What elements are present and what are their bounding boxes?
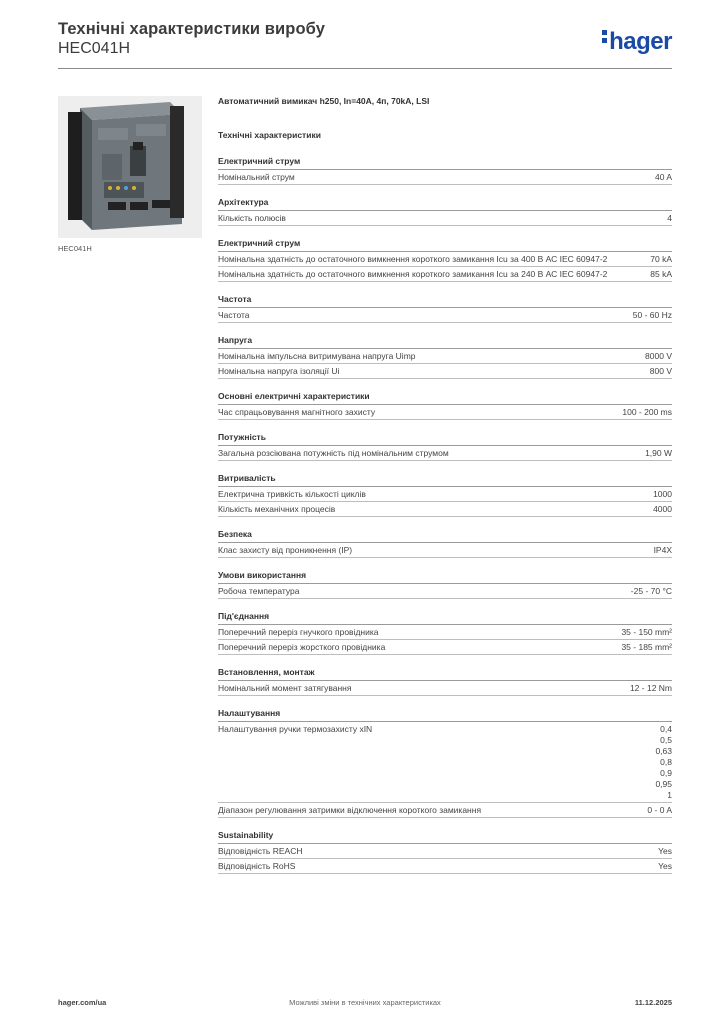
logo-text: hager	[609, 28, 672, 55]
section-title: Sustainability	[218, 830, 672, 844]
section-title: Витривалість	[218, 473, 672, 487]
spec-value: 1,90 W	[645, 447, 672, 458]
section-title: Умови використання	[218, 570, 672, 584]
spec-row	[218, 844, 672, 859]
spec-label: Номінальна напруга ізоляції Ui	[218, 365, 340, 376]
spec-section	[218, 294, 672, 323]
spec-label: Номінальний момент затягування	[218, 682, 352, 693]
spec-label: Кількість механічних процесів	[218, 503, 336, 514]
spec-label: Відповідність REACH	[218, 845, 303, 856]
spec-section	[218, 708, 672, 818]
spec-value: 100 - 200 ms	[622, 406, 672, 417]
spec-heading: Технічні характеристики	[218, 130, 321, 140]
spec-section	[218, 667, 672, 696]
spec-label: Діапазон регулювання затримки відключення короткого замикання	[218, 804, 482, 815]
spec-value: 85 kA	[650, 268, 672, 279]
header-divider	[58, 68, 672, 69]
spec-section	[218, 570, 672, 599]
spec-row	[218, 267, 672, 282]
spec-row	[218, 252, 672, 267]
spec-row	[218, 640, 672, 655]
spec-value-option: 0,4	[660, 723, 672, 734]
spec-content	[218, 96, 672, 874]
spec-value: Yes	[658, 845, 672, 856]
spec-value-option: 0,8	[660, 756, 672, 767]
spec-value: 800 V	[649, 365, 672, 376]
spec-row	[218, 584, 672, 599]
spec-row	[218, 803, 672, 818]
spec-label: Номінальна здатність до остаточного вимкнення короткого замикання Icu за 240 В АС IEC 60947-2	[218, 268, 608, 279]
spec-label: Номінальний струм	[218, 171, 295, 182]
spec-value: 12 - 12 Nm	[629, 682, 672, 693]
product-image	[58, 96, 202, 238]
spec-label: Електрична тривкість кількості циклів	[218, 488, 366, 499]
spec-value: 35 - 185 mm²	[621, 641, 672, 652]
section-title: Електричний струм	[218, 238, 672, 252]
spec-section	[218, 238, 672, 282]
section-title: Частота	[218, 294, 672, 308]
spec-value: 50 - 60 Hz	[632, 309, 672, 320]
spec-label: Клас захисту від проникнення (IP)	[218, 544, 353, 555]
section-title: Під'єднання	[218, 611, 672, 625]
product-code: HEC041H	[58, 40, 131, 57]
spec-label: Поперечний переріз гнучкого провідника	[218, 626, 379, 637]
spec-value: 35 - 150 mm²	[621, 626, 672, 637]
footer-website[interactable]: hager.com/ua	[58, 998, 107, 1007]
spec-row	[218, 681, 672, 696]
spec-value-option: 0,63	[655, 745, 672, 756]
spec-label: Номінальна імпульсна витримувана напруга Uimp	[218, 350, 416, 361]
section-title: Напруга	[218, 335, 672, 349]
spec-section	[218, 391, 672, 420]
section-title: Архітектура	[218, 197, 672, 211]
spec-value-option: 0,95	[655, 778, 672, 789]
spec-section	[218, 529, 672, 558]
spec-row	[218, 722, 672, 803]
spec-row	[218, 405, 672, 420]
spec-label: Робоча температура	[218, 585, 300, 596]
section-title: Встановлення, монтаж	[218, 667, 672, 681]
spec-row	[218, 349, 672, 364]
spec-label: Номінальна здатність до остаточного вимкнення короткого замикання Icu за 400 В АС IEC 60947-2	[218, 253, 608, 264]
spec-section	[218, 335, 672, 379]
spec-row	[218, 502, 672, 517]
spec-section	[218, 473, 672, 517]
spec-row	[218, 364, 672, 379]
spec-label: Налаштування ручки термозахисту xIN	[218, 723, 373, 734]
spec-row	[218, 308, 672, 323]
spec-section	[218, 830, 672, 874]
page-title: Технічні характеристики виробу	[58, 20, 325, 38]
circuit-breaker-icon	[58, 96, 202, 238]
spec-value: Yes	[658, 860, 672, 871]
section-title: Електричний струм	[218, 156, 672, 170]
spec-label: Час спрацьовування магнітного захисту	[218, 406, 376, 417]
spec-label: Кількість полюсів	[218, 212, 286, 223]
spec-value: 70 kA	[650, 253, 672, 264]
spec-row	[218, 625, 672, 640]
spec-sections	[218, 156, 672, 874]
spec-value: 4000	[653, 503, 672, 514]
spec-row	[218, 859, 672, 874]
spec-label: Поперечний переріз жорсткого провідника	[218, 641, 386, 652]
spec-row	[218, 170, 672, 185]
logo-colon-icon	[602, 30, 607, 46]
spec-value: 0 - 0 A	[647, 804, 672, 815]
spec-section	[218, 197, 672, 226]
spec-value: -25 - 70 °C	[630, 585, 672, 596]
spec-value	[655, 724, 672, 801]
spec-section	[218, 611, 672, 655]
footer-date: 11.12.2025	[634, 998, 672, 1007]
spec-section	[218, 432, 672, 461]
spec-value-option: 0,9	[660, 767, 672, 778]
spec-value: IP4X	[653, 544, 672, 555]
spec-row	[218, 446, 672, 461]
spec-row	[218, 487, 672, 502]
page-header	[58, 20, 672, 70]
spec-value-option: 1	[667, 789, 672, 800]
spec-label: Загальна розсіювана потужність під номінальним струмом	[218, 447, 449, 458]
product-name: Автоматичний вимикач h250, In=40A, 4п, 70kA, LSI	[218, 96, 430, 106]
section-title: Основні електричні характеристики	[218, 391, 672, 405]
spec-label: Частота	[218, 309, 250, 320]
section-title: Безпека	[218, 529, 672, 543]
spec-value: 4	[667, 212, 672, 223]
spec-row	[218, 543, 672, 558]
spec-value: 1000	[653, 488, 672, 499]
spec-value-option: 0,5	[660, 734, 672, 745]
footer-note: Можливі зміни в технічних характеристиках	[289, 998, 441, 1007]
hager-logo	[602, 28, 672, 56]
spec-row	[218, 211, 672, 226]
spec-label: Відповідність RoHS	[218, 860, 296, 871]
spec-value: 8000 V	[645, 350, 672, 361]
section-title: Налаштування	[218, 708, 672, 722]
spec-section	[218, 156, 672, 185]
image-caption: HEC041H	[58, 244, 92, 253]
spec-value: 40 A	[654, 171, 672, 182]
section-title: Потужність	[218, 432, 672, 446]
